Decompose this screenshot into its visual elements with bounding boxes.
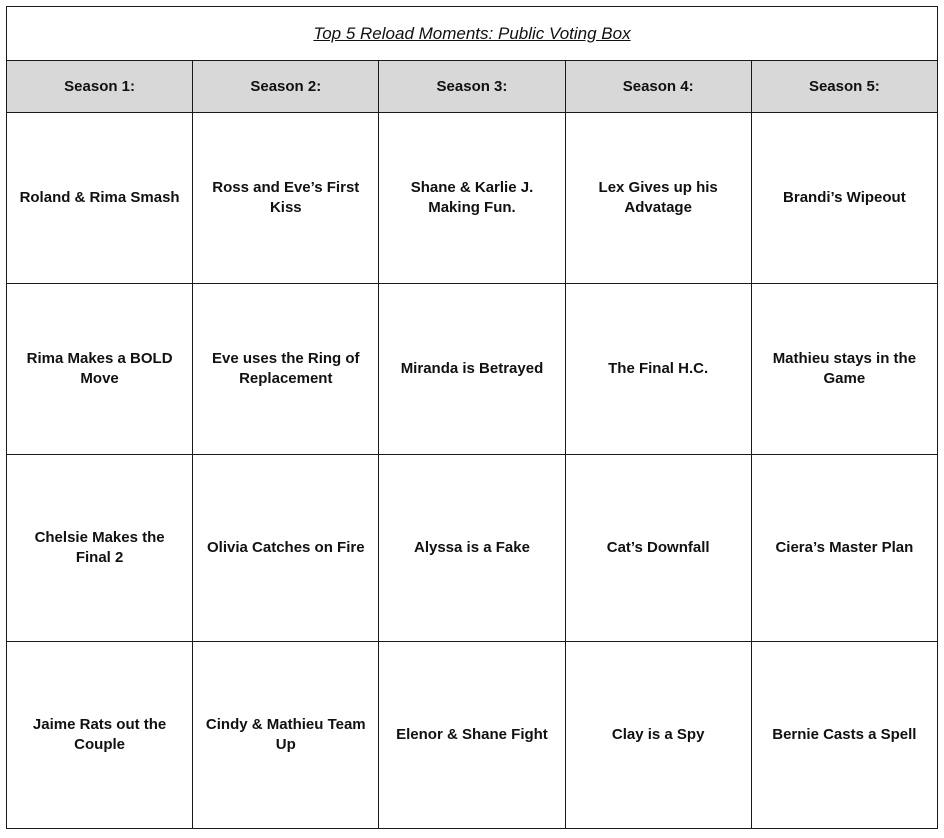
moment-cell: Cat’s Downfall (565, 455, 751, 642)
moment-cell: Eve uses the Ring of Replacement (193, 284, 379, 455)
header-season-4: Season 4: (565, 61, 751, 113)
moment-cell: Alyssa is a Fake (379, 455, 565, 642)
voting-box (6, 6, 938, 829)
table-row (7, 642, 938, 829)
moment-cell: Miranda is Betrayed (379, 284, 565, 455)
moment-cell: Cindy & Mathieu Team Up (193, 642, 379, 829)
header-season-2: Season 2: (193, 61, 379, 113)
moment-cell: Chelsie Makes the Final 2 (7, 455, 193, 642)
moment-cell: The Final H.C. (565, 284, 751, 455)
moment-cell: Bernie Casts a Spell (751, 642, 937, 829)
moment-cell: Roland & Rima Smash (7, 113, 193, 284)
title-row (7, 7, 938, 61)
moment-cell: Brandi’s Wipeout (751, 113, 937, 284)
moment-cell: Elenor & Shane Fight (379, 642, 565, 829)
moment-cell: Lex Gives up his Advatage (565, 113, 751, 284)
header-season-3: Season 3: (379, 61, 565, 113)
header-season-5: Season 5: (751, 61, 937, 113)
table-row (7, 455, 938, 642)
moment-cell: Mathieu stays in the Game (751, 284, 937, 455)
moment-cell: Clay is a Spy (565, 642, 751, 829)
header-season-1: Season 1: (7, 61, 193, 113)
table-title: Top 5 Reload Moments: Public Voting Box (7, 7, 938, 61)
moment-cell: Ross and Eve’s First Kiss (193, 113, 379, 284)
moment-cell: Olivia Catches on Fire (193, 455, 379, 642)
header-row (7, 61, 938, 113)
moment-cell: Rima Makes a BOLD Move (7, 284, 193, 455)
moment-cell: Jaime Rats out the Couple (7, 642, 193, 829)
moment-cell: Ciera’s Master Plan (751, 455, 937, 642)
voting-table (6, 6, 938, 829)
table-row (7, 113, 938, 284)
table-row (7, 284, 938, 455)
moment-cell: Shane & Karlie J. Making Fun. (379, 113, 565, 284)
